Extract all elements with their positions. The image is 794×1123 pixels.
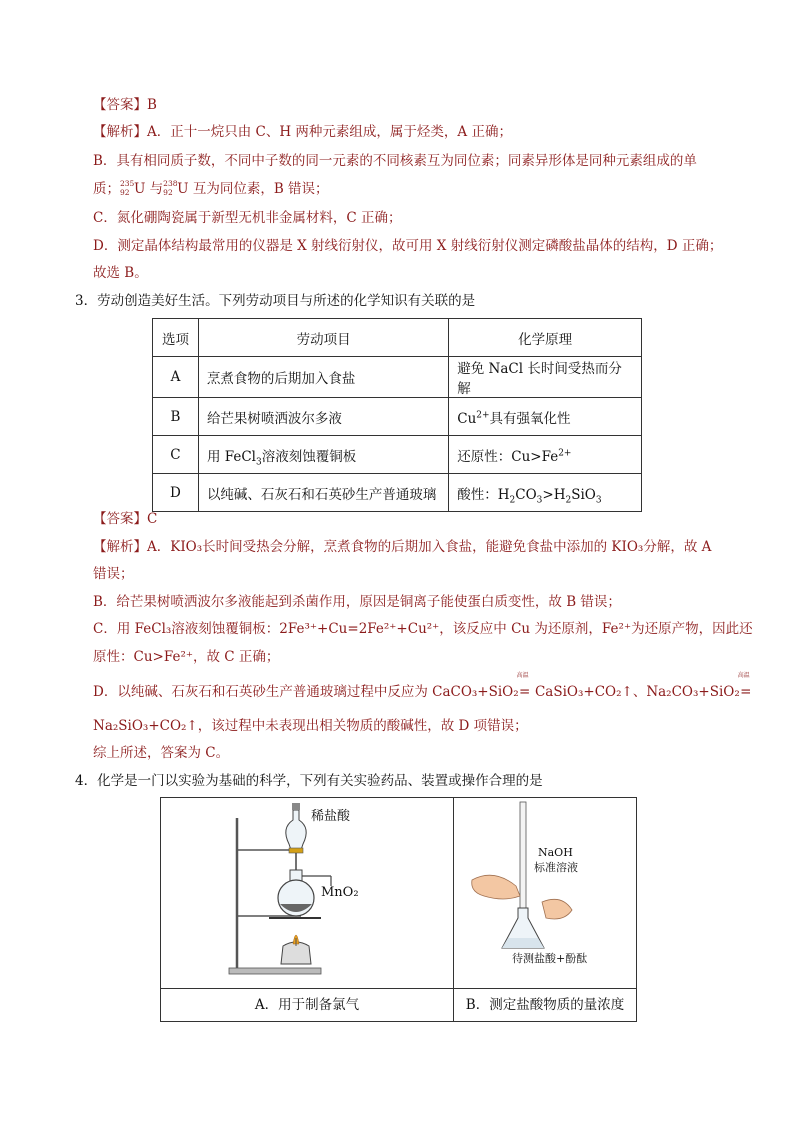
analysis-tag: 【解析】 [93, 539, 147, 555]
rc-i1: 用 FeCl [206, 448, 256, 465]
q2-analysis-b1: B．具有相同质子数，不同中子数的同一元素的不同核素互为同位素；同素异形体是同种元素组成的单 [93, 153, 697, 169]
high-temp-sign-1 [516, 672, 531, 701]
uranium-238-isotope [163, 180, 177, 198]
header-option: 选项 [153, 319, 199, 357]
q3-answer-line [93, 510, 157, 528]
row-d-item: 以纯碱、石灰石和石英砂生产普通玻璃 [198, 474, 448, 512]
q3-analysis-a2: 错误； [93, 566, 134, 582]
header-principle: 化学原理 [449, 319, 642, 357]
uranium-235-isotope [120, 180, 134, 198]
table-row [153, 398, 642, 436]
figure-a-caption: A．用于制备氯气 [161, 989, 454, 1022]
row-d-option: D [153, 474, 199, 512]
naoh-label: NaOH [538, 846, 573, 859]
u238-mass: 238 [163, 179, 178, 188]
figure-a-cell [161, 798, 454, 989]
rb-p2: 具有强氧化性 [489, 410, 571, 427]
q3-table [152, 318, 642, 512]
q3-analysis-d2: Na₂SiO₃+CO₂↑，该过程中未表现出相关物质的酸碱性，故 D 项错误； [93, 718, 528, 734]
q3-stem: 3．劳动创造美好生活。下列劳动项目与所述的化学知识有关联的是 [75, 293, 476, 309]
row-d-principle [449, 474, 642, 512]
row-b-option: B [153, 398, 199, 436]
analysis-tag: 【解析】 [93, 124, 147, 140]
row-c-option: C [153, 436, 199, 474]
header-labor-item: 劳动项目 [198, 319, 448, 357]
rc-sub: 3 [256, 457, 262, 468]
answer-tag: 【答案】 [93, 97, 147, 113]
q2-analysis-b2 [93, 180, 329, 198]
rd-s4: 3 [595, 495, 602, 506]
answer-tag: 【答案】 [93, 511, 147, 527]
u235-z: 92 [120, 188, 130, 197]
mno2-label: MnO₂ [321, 885, 359, 900]
analysis-a-text: A．正十一烷只由 C、H 两种元素组成，属于烃类，A 正确； [147, 124, 512, 140]
u238-symbol: U 互为同位素，B 错误； [177, 181, 329, 197]
q2-answer-line [93, 96, 157, 114]
q2-analysis-a [93, 123, 512, 141]
row-c-principle [449, 436, 642, 474]
table-header-row [153, 319, 642, 357]
q2-analysis-d: D．测定晶体结构最常用的仪器是 X 射线衍射仪，故可用 X 射线衍射仪测定磷酸盐晶体的结构，D 正确； [93, 238, 723, 254]
rb-p1: Cu [457, 410, 477, 427]
sample-label: 待测盐酸+酚酞 [512, 952, 588, 965]
rd-4: SiO [571, 486, 596, 503]
eq-sign-2: = [740, 684, 752, 700]
q3-conclusion: 综上所述，答案为 C。 [93, 745, 230, 761]
u235-symbol: U 与 [134, 181, 164, 197]
cond-label-1: 高温 [516, 672, 529, 679]
standard-solution-label: 标准溶液 [534, 861, 578, 874]
row-a-principle: 避免 NaCl 长时间受热而分解 [449, 357, 642, 398]
high-temp-sign-2 [737, 672, 752, 701]
q4-figure-table [160, 797, 637, 1022]
row-b-principle [449, 398, 642, 436]
q3-analysis-c2: 原性：Cu>Fe²⁺，故 C 正确； [93, 649, 280, 665]
q4-stem: 4．化学是一门以实验为基础的科学，下列有关实验药品、装置或操作合理的是 [75, 773, 543, 789]
q3-analysis-b: B．给芒果树喷洒波尔多液能起到杀菌作用，原因是铜离子能使蛋白质变性，故 B 错误； [93, 594, 621, 610]
rc-sup: 2+ [558, 448, 572, 458]
rd-s2: 3 [536, 495, 543, 506]
q2-analysis-c: C．氮化硼陶瓷属于新型无机非金属材料，C 正确； [93, 210, 402, 226]
rc-p1: 还原性：Cu>Fe [457, 448, 559, 465]
figure-b-caption: B．测定盐酸物质的量浓度 [454, 989, 637, 1022]
b2-prefix: 质； [93, 181, 120, 197]
answer-value: C [147, 511, 158, 527]
u238-z: 92 [163, 188, 173, 197]
cond-label-2: 高温 [737, 672, 750, 679]
figure-b-cell [454, 798, 637, 989]
titration-apparatus [454, 798, 636, 984]
rd-3: >H [542, 486, 566, 503]
rb-sup: 2+ [476, 410, 490, 420]
row-b-item: 给芒果树喷洒波尔多液 [198, 398, 448, 436]
chlorine-generator-apparatus [161, 798, 453, 984]
rd-1: 酸性：H [457, 486, 510, 503]
q3-analysis-c1: C．用 FeCl₃溶液刻蚀覆铜板：2Fe³⁺+Cu=2Fe²⁺+Cu²⁺，该反应中 Cu 为还原剂，Fe²⁺为还原产物，因此还 [93, 621, 753, 637]
rd-2: CO [515, 486, 537, 503]
rd-s1: 2 [509, 495, 516, 506]
eq-sign-1: = [519, 684, 531, 700]
u235-mass: 235 [120, 179, 135, 188]
answer-value: B [147, 97, 157, 113]
table-row [153, 357, 642, 398]
row-a-item: 烹煮食物的后期加入食盐 [198, 357, 448, 398]
row-a-option: A [153, 357, 199, 398]
table-row [153, 436, 642, 474]
q2-conclusion: 故选 B。 [93, 265, 148, 281]
table-row [153, 474, 642, 512]
rc-i2: 溶液刻蚀覆铜板 [261, 448, 357, 465]
rd-s3: 2 [565, 495, 572, 506]
d1-part1: D．以纯碱、石灰石和石英砂生产普通玻璃过程中反应为 CaCO₃+SiO₂ [93, 684, 519, 700]
analysis-a-text: A．KIO₃长时间受热会分解，烹煮食物的后期加入食盐，能避免食盐中添加的 KIO₃分解，故 A [147, 539, 712, 555]
row-c-item [198, 436, 448, 474]
q3-analysis-d1 [93, 672, 752, 701]
d1-part2: CaSiO₃+CO₂↑、Na₂CO₃+SiO₂ [530, 684, 740, 700]
q3-analysis-a1 [93, 538, 711, 556]
dilute-hcl-label: 稀盐酸 [311, 809, 351, 824]
